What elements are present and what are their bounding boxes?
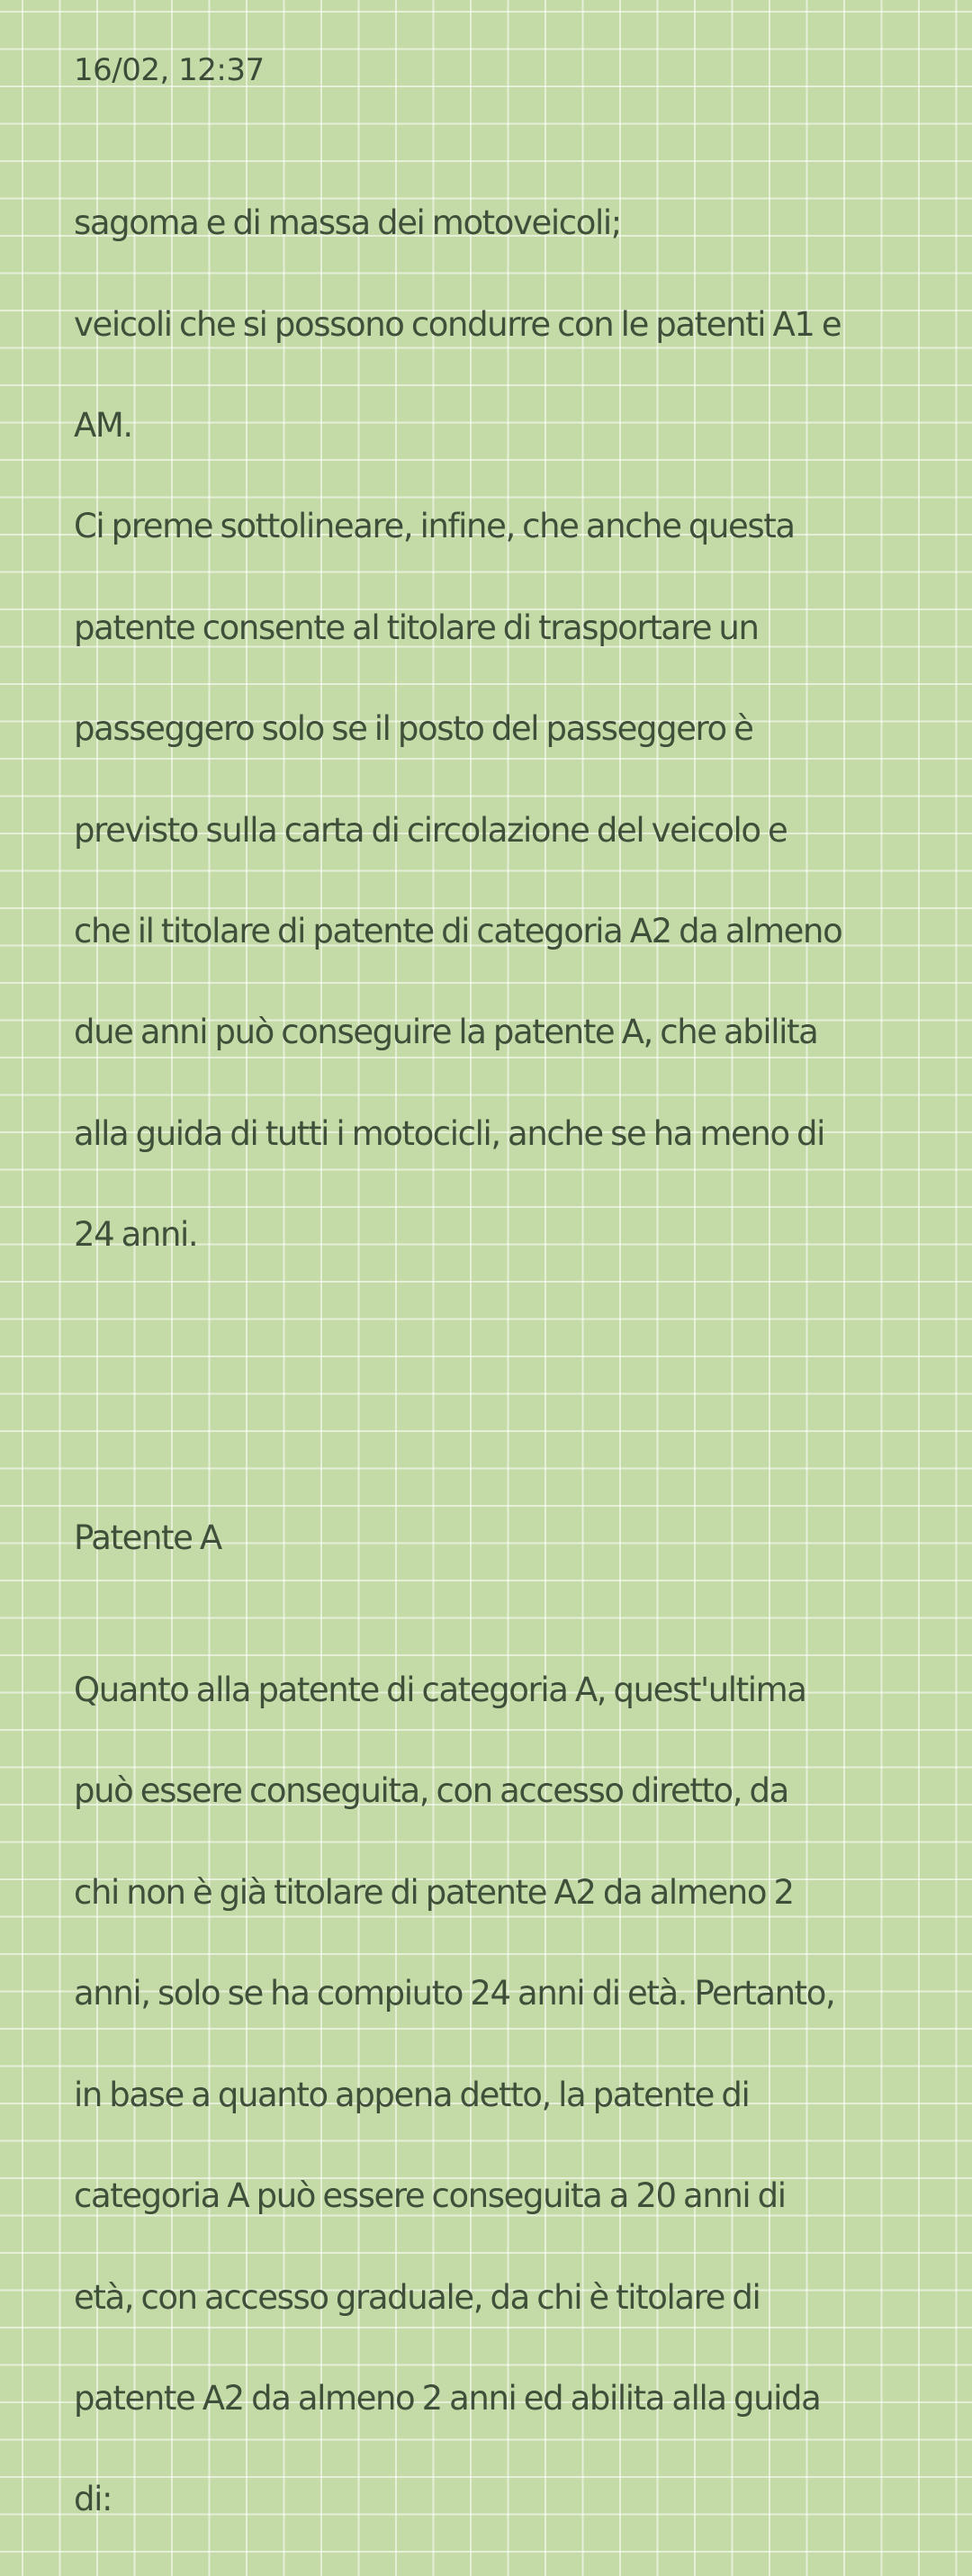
note-timestamp: 16/02, 12:37 xyxy=(74,52,265,88)
text-line: categoria A può essere conseguita a 20 anni di xyxy=(74,2176,786,2216)
text-line: previsto sulla carta di circolazione del veicolo e xyxy=(74,810,788,850)
text-line: passeggero solo se il posto del passeggero è xyxy=(74,709,753,749)
note-body xyxy=(74,148,920,2576)
text-line: chi non è già titolare di patente A2 da almeno 2 xyxy=(74,1872,794,1912)
text-line: in base a quanto appena detto, la patente di xyxy=(74,2075,750,2114)
text-line: sagoma e di massa dei motoveicoli; xyxy=(74,203,621,243)
text-line: 24 anni. xyxy=(74,1215,198,1255)
section-heading: Patente A xyxy=(74,1518,221,1558)
text-line: patente A2 da almeno 2 anni ed abilita alla guida xyxy=(74,2378,821,2418)
text-line: due anni può conseguire la patente A, che abilita xyxy=(74,1013,818,1052)
text-line: Quanto alla patente di categoria A, quest'ultima xyxy=(74,1671,806,1710)
text-line: che il titolare di patente di categoria A2 da almeno xyxy=(74,912,842,951)
paragraph-gap xyxy=(74,1362,920,1412)
text-line: patente consente al titolare di trasportare un xyxy=(74,608,759,647)
text-line: veicoli che si possono condurre con le patenti A1 e xyxy=(74,304,842,344)
text-line: alla guida di tutti i motocicli, anche se ha meno di xyxy=(74,1113,825,1153)
text-line: età, con accesso graduale, da chi è titolare di xyxy=(74,2277,760,2317)
text-line: AM. xyxy=(74,406,132,446)
text-line: può essere conseguita, con accesso diretto, da xyxy=(74,1771,788,1811)
text-line: Ci preme sottolineare, infine, che anche questa xyxy=(74,507,795,546)
note-page xyxy=(74,52,920,2576)
text-line: di: xyxy=(74,2480,112,2519)
text-line: anni, solo se ha compiuto 24 anni di età. Pertanto, xyxy=(74,1974,835,2013)
